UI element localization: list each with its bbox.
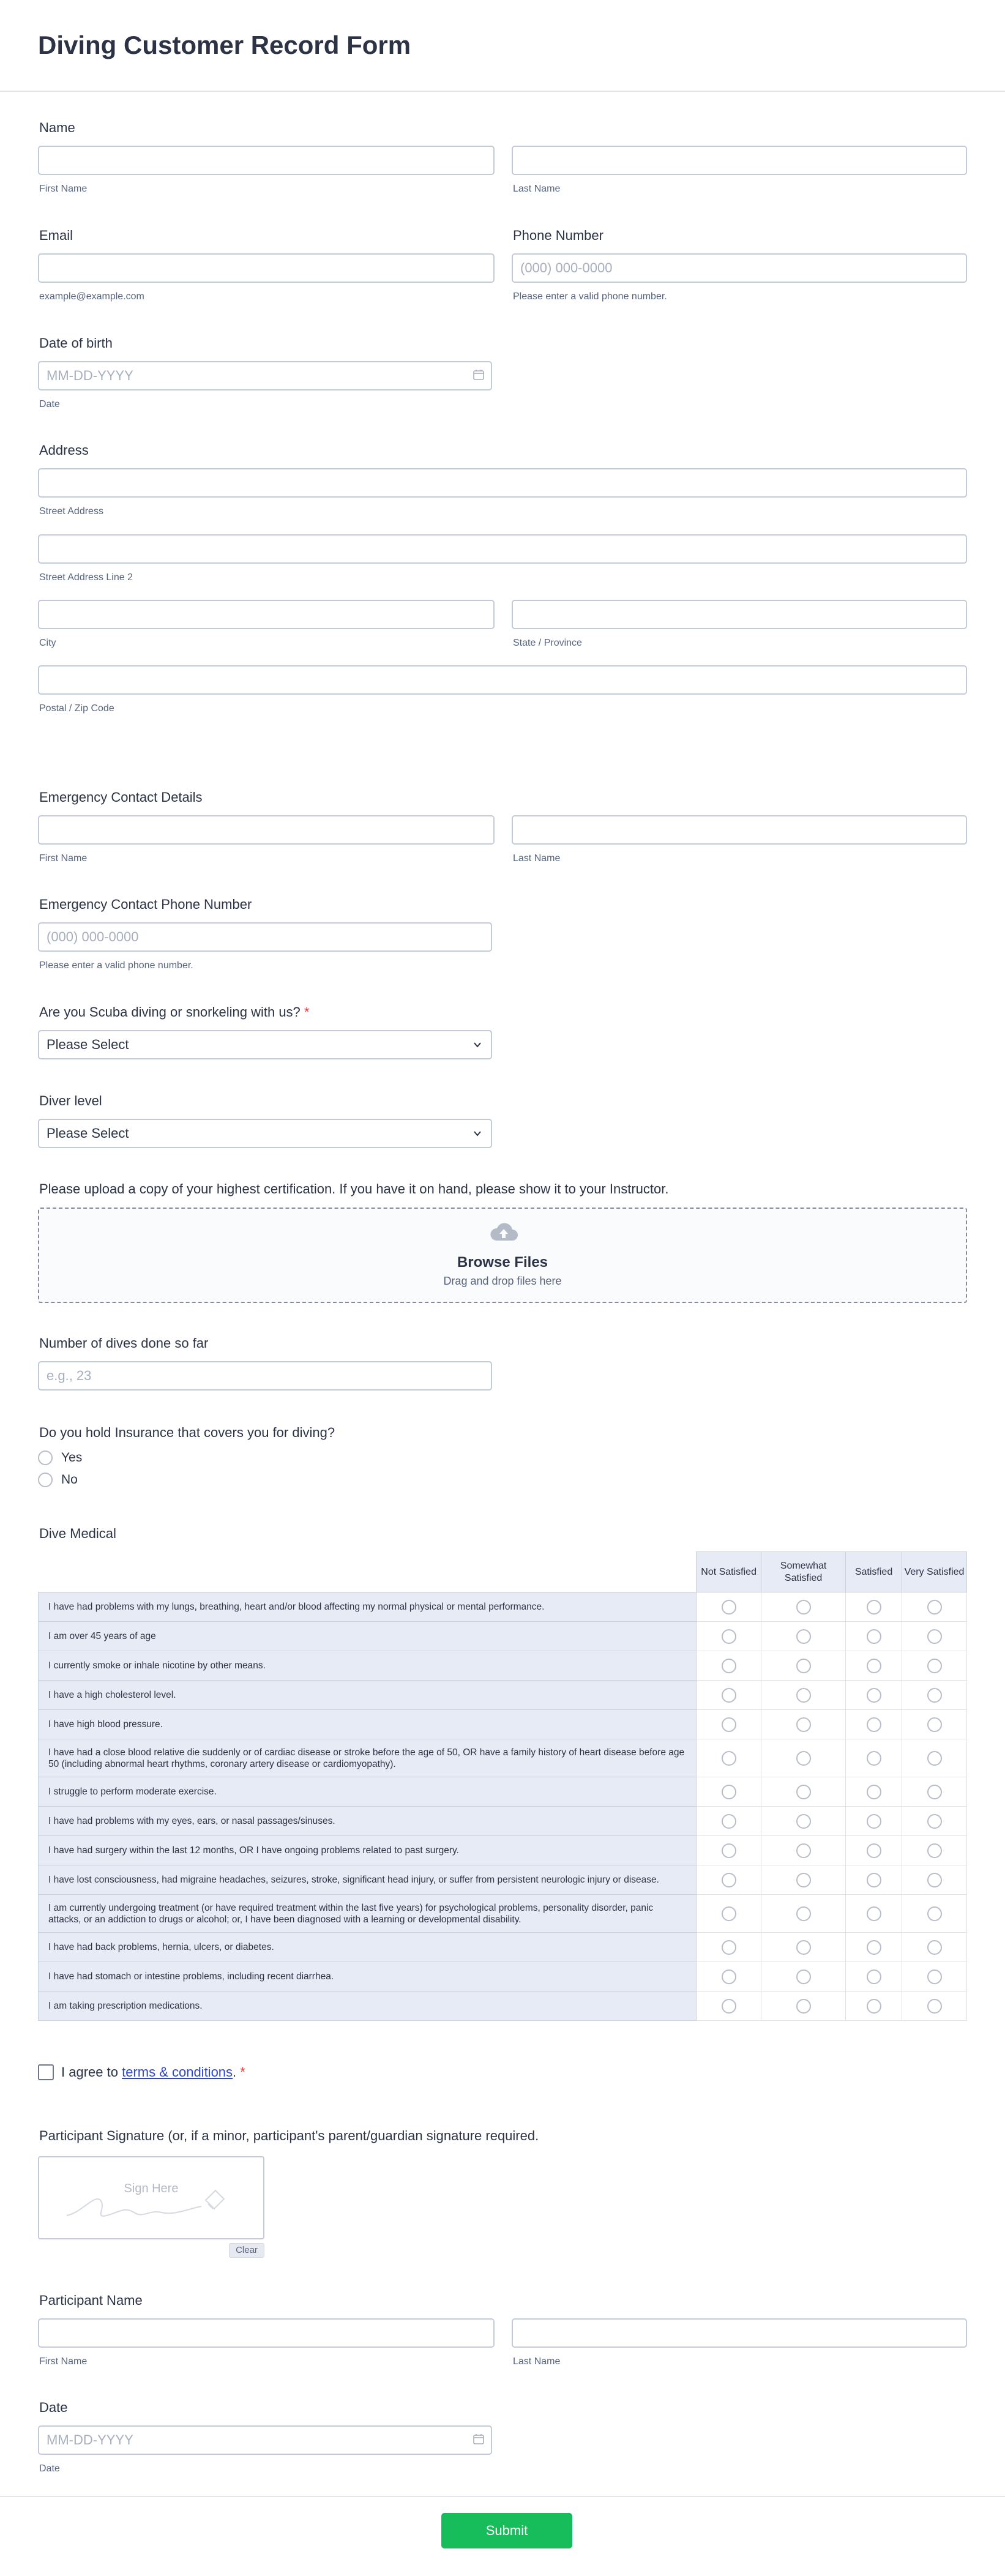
participant-name-label: Participant Name xyxy=(39,2293,143,2308)
matrix-radio-button[interactable] xyxy=(722,1688,736,1703)
email-input[interactable] xyxy=(38,253,495,283)
street-address-sublabel: Street Address xyxy=(39,506,103,517)
matrix-cell xyxy=(761,1836,846,1865)
upload-label: Please upload a copy of your highest certification. If you have it on hand, please show it to your Instructor. xyxy=(39,1181,669,1197)
name-label: Name xyxy=(39,120,75,135)
matrix-row-label: I have a high cholesterol level. xyxy=(39,1681,697,1710)
matrix-cell xyxy=(761,1962,846,1992)
matrix-radio-button[interactable] xyxy=(867,1659,881,1673)
matrix-radio-button[interactable] xyxy=(722,1785,736,1799)
matrix-radio-button[interactable] xyxy=(796,1785,811,1799)
date-input[interactable] xyxy=(38,2425,492,2455)
participant-last-name-input[interactable] xyxy=(512,2318,967,2348)
matrix-radio-button[interactable] xyxy=(867,1999,881,2014)
participant-first-name-input[interactable] xyxy=(38,2318,495,2348)
emergency-phone-label: Emergency Contact Phone Number xyxy=(39,897,252,912)
matrix-row xyxy=(39,1592,967,1622)
matrix-cell xyxy=(846,1710,902,1739)
matrix-cell xyxy=(697,1895,761,1933)
form-title: Diving Customer Record Form xyxy=(38,31,411,59)
matrix-radio-button[interactable] xyxy=(867,1717,881,1732)
activity-select-value: Please Select xyxy=(47,1037,129,1052)
diver-level-label: Diver level xyxy=(39,1093,102,1108)
matrix-cell xyxy=(697,1807,761,1836)
matrix-cell xyxy=(761,1933,846,1962)
matrix-radio-button[interactable] xyxy=(867,1873,881,1887)
matrix-cell xyxy=(902,1962,967,1992)
matrix-cell xyxy=(697,1777,761,1807)
matrix-cell xyxy=(902,1777,967,1807)
matrix-cell xyxy=(846,1681,902,1710)
insurance-option-no[interactable] xyxy=(38,1473,78,1487)
file-upload-dropzone[interactable] xyxy=(38,1208,967,1303)
chevron-down-icon xyxy=(471,1039,484,1051)
matrix-radio-button[interactable] xyxy=(927,1629,942,1644)
matrix-radio-button[interactable] xyxy=(722,1814,736,1829)
cloud-upload-icon xyxy=(489,1221,518,1243)
dob-sublabel: Date xyxy=(39,399,60,409)
matrix-cell xyxy=(697,1651,761,1681)
matrix-radio-button[interactable] xyxy=(867,1785,881,1799)
phone-input[interactable] xyxy=(512,253,967,283)
calendar-icon[interactable] xyxy=(473,2433,485,2445)
emergency-phone-input[interactable] xyxy=(38,922,492,952)
emergency-contact-label: Emergency Contact Details xyxy=(39,790,203,805)
matrix-cell xyxy=(846,1962,902,1992)
matrix-radio-button[interactable] xyxy=(796,1969,811,1984)
matrix-cell xyxy=(697,1933,761,1962)
participant-first-name-sublabel: First Name xyxy=(39,2356,88,2367)
matrix-col-header: Somewhat Satisfied xyxy=(761,1552,846,1592)
insurance-label: Do you hold Insurance that covers you for diving? xyxy=(39,1425,335,1440)
matrix-row-label: I have had back problems, hernia, ulcers, or diabetes. xyxy=(39,1933,697,1962)
matrix-radio-button[interactable] xyxy=(867,1814,881,1829)
matrix-radio-button[interactable] xyxy=(927,1785,942,1799)
matrix-radio-button[interactable] xyxy=(927,1751,942,1766)
matrix-row xyxy=(39,1710,967,1739)
matrix-radio-button[interactable] xyxy=(722,1969,736,1984)
emergency-first-name-input[interactable] xyxy=(38,815,495,845)
insurance-option-no-label: No xyxy=(61,1473,78,1487)
matrix-col-header: Very Satisfied xyxy=(902,1552,967,1592)
matrix-radio-button[interactable] xyxy=(867,1629,881,1644)
matrix-cell xyxy=(761,1865,846,1895)
terms-checkbox[interactable] xyxy=(38,2064,54,2080)
matrix-cell xyxy=(846,1992,902,2021)
last-name-input[interactable] xyxy=(512,146,967,175)
calendar-icon[interactable] xyxy=(473,368,485,381)
matrix-radio-button[interactable] xyxy=(867,1688,881,1703)
matrix-radio-button[interactable] xyxy=(927,1999,942,2014)
matrix-radio-button[interactable] xyxy=(722,1600,736,1615)
matrix-radio-button[interactable] xyxy=(796,1999,811,2014)
dive-medical-label: Dive Medical xyxy=(39,1526,116,1541)
radio-button[interactable] xyxy=(38,1450,53,1465)
last-name-sublabel: Last Name xyxy=(513,184,561,194)
matrix-row xyxy=(39,1681,967,1710)
matrix-cell xyxy=(902,1651,967,1681)
matrix-radio-button[interactable] xyxy=(927,1873,942,1887)
drag-drop-hint: Drag and drop files here xyxy=(443,1275,562,1287)
phone-label: Phone Number xyxy=(513,228,603,243)
matrix-cell xyxy=(697,1622,761,1651)
matrix-cell xyxy=(697,1836,761,1865)
matrix-radio-button[interactable] xyxy=(722,1717,736,1732)
matrix-row-label: I am over 45 years of age xyxy=(39,1622,697,1651)
emergency-phone-sublabel: Please enter a valid phone number. xyxy=(39,960,193,971)
diver-level-select-value: Please Select xyxy=(47,1126,129,1141)
terms-prefix: I agree to xyxy=(61,2064,122,2080)
matrix-row-label: I currently smoke or inhale nicotine by other means. xyxy=(39,1651,697,1681)
matrix-cell xyxy=(697,1962,761,1992)
matrix-row-label: I have had a close blood relative die suddenly or of cardiac disease or stroke before the age of 50, OR have a family history of heart disease before age 50 (including abnormal heart rhythms, coronary artery disease or cardiomyopathy). xyxy=(39,1739,697,1777)
matrix-cell xyxy=(697,1681,761,1710)
matrix-row-label: I struggle to perform moderate exercise. xyxy=(39,1777,697,1807)
city-sublabel: City xyxy=(39,638,56,648)
state-input[interactable] xyxy=(512,600,967,629)
matrix-cell xyxy=(846,1836,902,1865)
matrix-cell xyxy=(697,1992,761,2021)
matrix-cell xyxy=(697,1865,761,1895)
matrix-cell xyxy=(902,1933,967,1962)
phone-sublabel: Please enter a valid phone number. xyxy=(513,291,667,302)
matrix-cell xyxy=(761,1622,846,1651)
matrix-row xyxy=(39,1895,967,1933)
matrix-row-label: I have high blood pressure. xyxy=(39,1710,697,1739)
matrix-radio-button[interactable] xyxy=(722,1940,736,1955)
matrix-radio-button[interactable] xyxy=(722,1906,736,1921)
matrix-cell xyxy=(846,1622,902,1651)
matrix-row-label: I have had surgery within the last 12 months, OR I have ongoing problems related to past surgery. xyxy=(39,1836,697,1865)
matrix-radio-button[interactable] xyxy=(796,1629,811,1644)
browse-files-label[interactable]: Browse Files xyxy=(457,1254,548,1271)
signature-pad[interactable] xyxy=(38,2156,264,2239)
matrix-radio-button[interactable] xyxy=(927,1688,942,1703)
matrix-radio-button[interactable] xyxy=(722,1659,736,1673)
matrix-cell xyxy=(902,1739,967,1777)
clear-signature-button[interactable]: Clear xyxy=(229,2243,264,2258)
signature-squiggle-icon xyxy=(64,2182,241,2225)
matrix-radio-button[interactable] xyxy=(927,1717,942,1732)
sign-here-hint: Sign Here xyxy=(124,2182,179,2195)
matrix-radio-button[interactable] xyxy=(796,1906,811,1921)
emergency-first-name-sublabel: First Name xyxy=(39,853,88,864)
matrix-row-label: I have had problems with my eyes, ears, or nasal passages/sinuses. xyxy=(39,1807,697,1836)
submit-button[interactable]: Submit xyxy=(441,2513,572,2548)
dives-label: Number of dives done so far xyxy=(39,1335,209,1351)
matrix-cell xyxy=(902,1807,967,1836)
matrix-row xyxy=(39,1992,967,2021)
matrix-radio-button[interactable] xyxy=(927,1969,942,1984)
matrix-cell xyxy=(902,1992,967,2021)
matrix-cell xyxy=(902,1622,967,1651)
emergency-last-name-sublabel: Last Name xyxy=(513,853,561,864)
activity-select[interactable] xyxy=(38,1030,492,1059)
matrix-radio-button[interactable] xyxy=(927,1940,942,1955)
matrix-cell xyxy=(761,1739,846,1777)
matrix-cell xyxy=(697,1739,761,1777)
matrix-radio-button[interactable] xyxy=(796,1688,811,1703)
street-address-line2-sublabel: Street Address Line 2 xyxy=(39,572,133,583)
matrix-row xyxy=(39,1739,967,1777)
matrix-radio-button[interactable] xyxy=(867,1906,881,1921)
matrix-radio-button[interactable] xyxy=(722,1873,736,1887)
matrix-radio-button[interactable] xyxy=(722,1751,736,1766)
matrix-row-label: I have had problems with my lungs, breathing, heart and/or blood affecting my normal physical or mental performance. xyxy=(39,1592,697,1622)
matrix-cell xyxy=(761,1651,846,1681)
matrix-col-header: Not Satisfied xyxy=(697,1552,761,1592)
matrix-corner xyxy=(39,1552,697,1592)
diver-level-select[interactable] xyxy=(38,1119,492,1148)
matrix-row-label: I am currently undergoing treatment (or have required treatment within the last five years) for psychological problems, personality disorder, panic attacks, or an addiction to drugs or alcohol; or, I have been diagnosed with a learning or developmental disability. xyxy=(39,1895,697,1933)
email-sublabel: example@example.com xyxy=(39,291,144,302)
matrix-cell xyxy=(902,1592,967,1622)
matrix-cell xyxy=(846,1865,902,1895)
matrix-radio-button[interactable] xyxy=(796,1600,811,1615)
date-field[interactable] xyxy=(38,2425,492,2455)
matrix-radio-button[interactable] xyxy=(867,1600,881,1615)
first-name-sublabel: First Name xyxy=(39,184,88,194)
activity-label xyxy=(39,1004,309,1020)
terms-label xyxy=(61,2064,245,2080)
street-address-input[interactable] xyxy=(38,468,967,498)
matrix-cell xyxy=(761,1592,846,1622)
matrix-radio-button[interactable] xyxy=(722,1999,736,2014)
matrix-cell xyxy=(902,1681,967,1710)
matrix-cell xyxy=(761,1895,846,1933)
matrix-radio-button[interactable] xyxy=(867,1940,881,1955)
matrix-row-label: I have lost consciousness, had migraine headaches, seizures, stroke, significant head injury, or suffer from persistent neurologic injury or disease. xyxy=(39,1865,697,1895)
matrix-row xyxy=(39,1933,967,1962)
matrix-cell xyxy=(761,1807,846,1836)
matrix-row xyxy=(39,1651,967,1681)
dives-input[interactable] xyxy=(38,1361,492,1391)
matrix-cell xyxy=(846,1777,902,1807)
state-sublabel: State / Province xyxy=(513,638,582,648)
matrix-radio-button[interactable] xyxy=(722,1843,736,1858)
radio-button[interactable] xyxy=(38,1473,53,1487)
dob-label: Date of birth xyxy=(39,335,113,351)
matrix-radio-button[interactable] xyxy=(927,1600,942,1615)
signature-label: Participant Signature (or, if a minor, participant's parent/guardian signature required. xyxy=(39,2128,539,2143)
first-name-input[interactable] xyxy=(38,146,495,175)
matrix-radio-button[interactable] xyxy=(867,1843,881,1858)
matrix-cell xyxy=(902,1895,967,1933)
matrix-cell xyxy=(846,1651,902,1681)
matrix-cell xyxy=(761,1681,846,1710)
matrix-radio-button[interactable] xyxy=(927,1814,942,1829)
matrix-row-label: I am taking prescription medications. xyxy=(39,1992,697,2021)
matrix-row xyxy=(39,1865,967,1895)
matrix-cell xyxy=(846,1895,902,1933)
matrix-radio-button[interactable] xyxy=(796,1873,811,1887)
matrix-radio-button[interactable] xyxy=(867,1751,881,1766)
date-sublabel: Date xyxy=(39,2463,60,2474)
matrix-cell xyxy=(846,1807,902,1836)
matrix-radio-button[interactable] xyxy=(796,1940,811,1955)
matrix-row-label: I have had stomach or intestine problems, including recent diarrhea. xyxy=(39,1962,697,1992)
dive-medical-matrix xyxy=(38,1551,967,2021)
required-mark: * xyxy=(304,1004,310,1020)
matrix-radio-button[interactable] xyxy=(722,1629,736,1644)
terms-link[interactable]: terms & conditions xyxy=(122,2064,233,2080)
matrix-row xyxy=(39,1622,967,1651)
postal-code-input[interactable] xyxy=(38,665,967,695)
street-address-line2-input[interactable] xyxy=(38,534,967,564)
emergency-last-name-input[interactable] xyxy=(512,815,967,845)
email-label: Email xyxy=(39,228,73,243)
matrix-cell xyxy=(846,1592,902,1622)
matrix-cell xyxy=(697,1710,761,1739)
matrix-row xyxy=(39,1836,967,1865)
matrix-cell xyxy=(902,1710,967,1739)
terms-suffix: . xyxy=(233,2064,237,2080)
matrix-radio-button[interactable] xyxy=(796,1751,811,1766)
insurance-option-yes[interactable] xyxy=(38,1450,82,1465)
matrix-cell xyxy=(902,1836,967,1865)
matrix-radio-button[interactable] xyxy=(927,1659,942,1673)
activity-label-text: Are you Scuba diving or snorkeling with us? xyxy=(39,1004,301,1020)
date-label: Date xyxy=(39,2400,68,2415)
city-input[interactable] xyxy=(38,600,495,629)
matrix-cell xyxy=(902,1865,967,1895)
matrix-radio-button[interactable] xyxy=(867,1969,881,1984)
dob-field[interactable] xyxy=(38,361,492,390)
insurance-option-yes-label: Yes xyxy=(61,1450,83,1465)
matrix-cell xyxy=(761,1710,846,1739)
matrix-radio-button[interactable] xyxy=(796,1814,811,1829)
matrix-radio-button[interactable] xyxy=(927,1906,942,1921)
matrix-row xyxy=(39,1777,967,1807)
matrix-radio-button[interactable] xyxy=(796,1659,811,1673)
matrix-cell xyxy=(846,1933,902,1962)
required-mark: * xyxy=(240,2064,245,2080)
dob-input[interactable] xyxy=(38,361,492,390)
matrix-col-header: Satisfied xyxy=(846,1552,902,1592)
address-label: Address xyxy=(39,442,89,458)
chevron-down-icon xyxy=(471,1127,484,1140)
matrix-cell xyxy=(761,1777,846,1807)
matrix-radio-button[interactable] xyxy=(927,1843,942,1858)
participant-last-name-sublabel: Last Name xyxy=(513,2356,561,2367)
matrix-row xyxy=(39,1807,967,1836)
matrix-cell xyxy=(761,1992,846,2021)
matrix-row xyxy=(39,1962,967,1992)
postal-code-sublabel: Postal / Zip Code xyxy=(39,703,114,714)
matrix-radio-button[interactable] xyxy=(796,1717,811,1732)
matrix-cell xyxy=(697,1592,761,1622)
matrix-cell xyxy=(846,1739,902,1777)
matrix-radio-button[interactable] xyxy=(796,1843,811,1858)
